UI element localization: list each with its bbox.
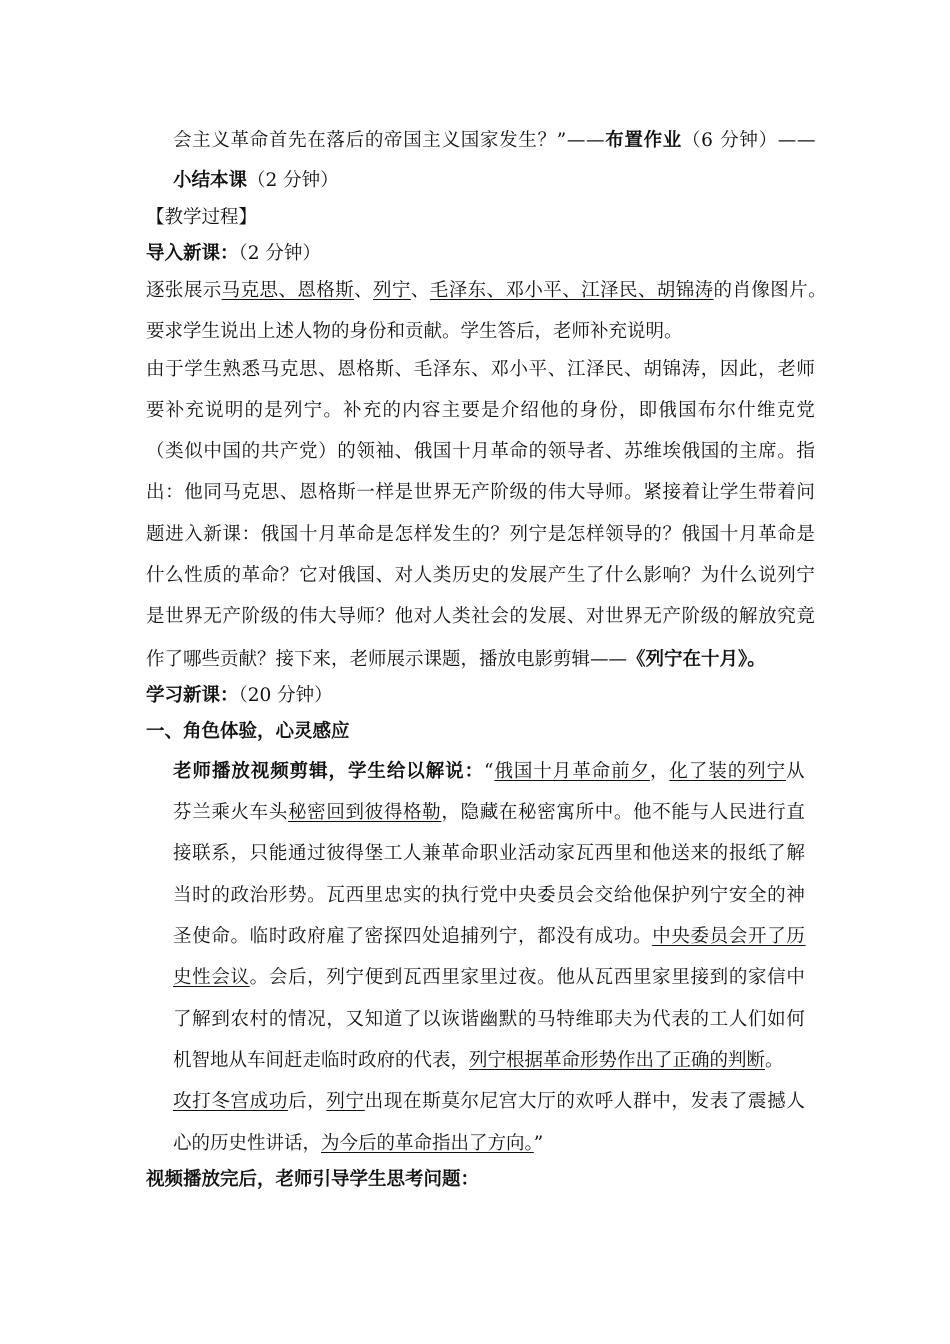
- text-run: ，: [649, 761, 670, 782]
- text-line: [146, 481, 816, 505]
- text-run: 、: [410, 280, 430, 301]
- text-run: 要求学生说出上述人物的身份和贡献。学生答后，老师补充说明。: [146, 321, 683, 342]
- text-run: 作了哪些贡献？接下来，老师展示课题，播放电影剪辑——: [146, 649, 628, 670]
- text-run: 接联系，只能通过彼得堡工人兼革命职业活动家瓦西里和他送来的报纸了解: [173, 843, 806, 864]
- text-run: （类似中国的共产党）的领袖、俄国十月革命的领导者、苏维埃俄国的主席。指: [146, 441, 816, 462]
- text-line: [173, 1132, 543, 1156]
- text-run: 当时的政治形势。瓦西里忠实的执行党中央委员会交给他保护列宁安全的神: [173, 885, 806, 906]
- text-run: 心的历史性讲话，: [173, 1133, 322, 1154]
- text-run: （20 分钟）: [238, 685, 333, 706]
- text-line: [173, 1090, 806, 1114]
- text-run: 秘密回到彼得格勒: [288, 802, 442, 823]
- text-run: “: [484, 761, 495, 782]
- text-run: 机智地从车间赶走临时政府的代表，: [173, 1050, 470, 1071]
- text-line: [146, 279, 827, 303]
- text-line: [146, 440, 816, 464]
- text-line: [173, 884, 806, 908]
- text-run: 了解到农村的情况，又知道了以诙谐幽默的马特维耶夫为代表的工人们如何: [173, 1009, 806, 1030]
- text-run: ”: [533, 1133, 544, 1154]
- text-line: [173, 1008, 806, 1032]
- text-line: [173, 760, 806, 784]
- text-run: （2 分钟）: [238, 243, 321, 264]
- text-line: [146, 605, 816, 629]
- text-run: 为今后的革命指出了方向。: [321, 1133, 534, 1154]
- text-run: （6 分钟）——: [682, 130, 817, 151]
- text-run: 从: [786, 761, 806, 782]
- text-line: [146, 206, 257, 230]
- text-line: [146, 564, 816, 588]
- text-run: 后，: [288, 1091, 327, 1112]
- text-run: 攻打冬宫成功: [173, 1091, 289, 1112]
- text-run: ，隐藏在秘密寓所中。他不能与人民进行直: [441, 802, 806, 823]
- text-run: 列宁根据革命形势作出了正确的判断: [469, 1050, 766, 1071]
- text-run: 《列宁在十月》。: [627, 649, 766, 670]
- text-line: [146, 648, 766, 672]
- text-line: [173, 966, 806, 990]
- text-run: 化了装的列宁: [669, 761, 787, 782]
- text-run: 会主义革命首先在落后的帝国主义国家发生？”——: [173, 130, 606, 151]
- text-line: [173, 129, 816, 153]
- text-line: [173, 842, 806, 866]
- text-run: 布置作业: [605, 130, 682, 151]
- text-run: 马克思、恩格斯: [221, 280, 355, 301]
- text-line: [146, 358, 816, 382]
- text-run: 列宁: [326, 1091, 365, 1112]
- text-run: 出现在斯莫尔尼宫大厅的欢呼人群中，发表了震撼人: [364, 1091, 806, 1112]
- text-run: 什么性质的革命？它对俄国、对人类历史的发展产生了什么影响？为什么说列宁: [146, 565, 816, 586]
- text-line: [146, 523, 816, 547]
- text-run: 圣使命。临时政府雇了密探四处追捕列宁，都没有成功。: [173, 926, 653, 947]
- text-run: 视频播放完后，老师引导学生思考问题：: [146, 1169, 480, 1190]
- text-line: [146, 242, 321, 266]
- text-run: 【教学过程】: [146, 207, 258, 228]
- text-run: 导入新课：: [146, 243, 239, 264]
- text-run: 、: [354, 280, 374, 301]
- text-line: [146, 399, 816, 423]
- text-run: 一、角色体验，心灵感应: [146, 721, 350, 742]
- text-run: 中央委员会开了历: [652, 926, 806, 947]
- text-run: 老师播放视频剪辑，学生给以解说：: [173, 761, 485, 782]
- text-line: [173, 925, 806, 949]
- text-line: [173, 1049, 784, 1073]
- text-run: （2 分钟）: [247, 170, 339, 191]
- text-run: 出：他同马克思、恩格斯一样是世界无产阶级的伟大导师。紧接着让学生带着问: [146, 482, 816, 503]
- text-run: 列宁: [373, 280, 411, 301]
- text-run: 的肖像图片。: [713, 280, 828, 301]
- text-run: 俄国十月革命前夕: [494, 761, 650, 782]
- text-line: [146, 1168, 479, 1192]
- text-run: 学习新课：: [146, 685, 239, 706]
- text-run: 。: [765, 1050, 784, 1071]
- text-line: [146, 684, 333, 708]
- text-run: 。会后，列宁便到瓦西里家里过夜。他从瓦西里家里接到的家信中: [249, 967, 806, 988]
- text-run: 题进入新课：俄国十月革命是怎样发生的？列宁是怎样领导的？俄国十月革命是: [146, 524, 816, 545]
- text-line: [146, 320, 683, 344]
- text-run: 小结本课: [173, 170, 248, 191]
- text-line: [146, 720, 350, 744]
- text-run: 是世界无产阶级的伟大导师？他对人类社会的发展、对世界无产阶级的解放究竟: [146, 606, 816, 627]
- text-run: 逐张展示: [146, 280, 222, 301]
- text-run: 要补充说明的是列宁。补充的内容主要是介绍他的身份，即俄国布尔什维克党: [146, 400, 817, 421]
- text-run: 史性会议: [173, 967, 250, 988]
- text-line: [173, 169, 339, 193]
- text-line: [173, 801, 806, 825]
- text-run: 毛泽东、邓小平、江泽民、胡锦涛: [429, 280, 714, 301]
- text-run: 芬兰乘火车头: [173, 802, 289, 823]
- text-run: 由于学生熟悉马克思、恩格斯、毛泽东、邓小平、江泽民、胡锦涛，因此，老师: [146, 359, 816, 380]
